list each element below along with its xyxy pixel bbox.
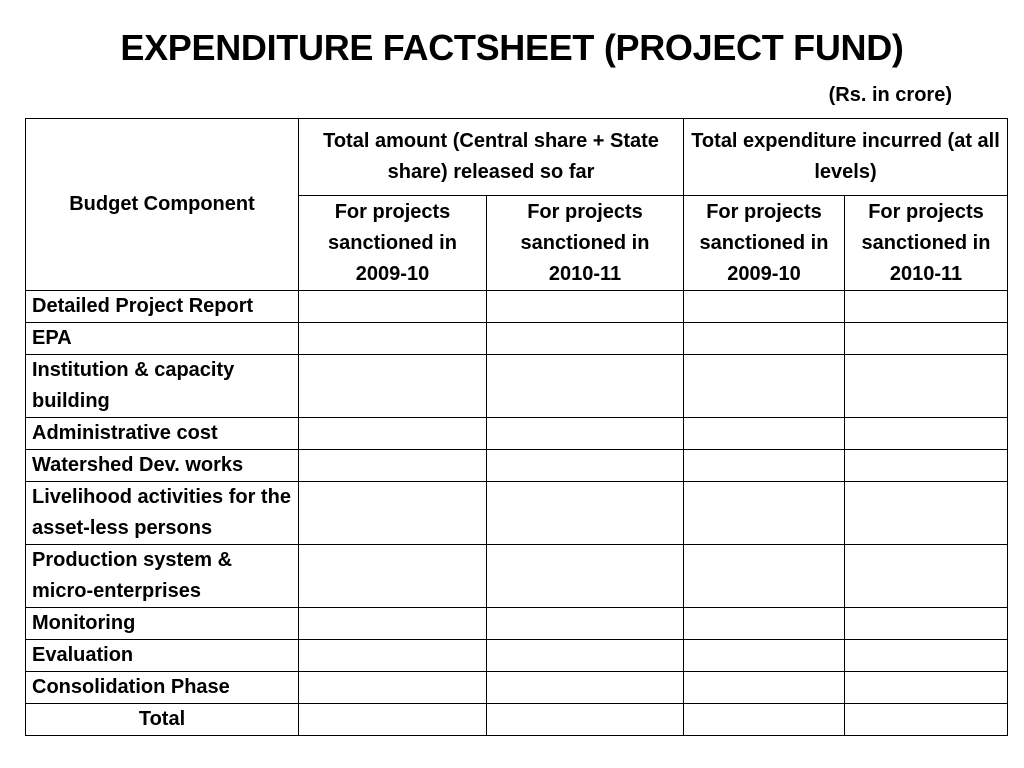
table-cell: [299, 450, 487, 482]
expenditure-table: [25, 118, 1008, 736]
table-row: [26, 545, 1008, 608]
table-cell: [487, 291, 684, 323]
table-cell: [845, 355, 1008, 418]
table-cell: [299, 482, 487, 545]
table-cell: [299, 704, 487, 736]
table-cell: [299, 640, 487, 672]
table-cell: [299, 418, 487, 450]
row-label: Monitoring: [26, 608, 299, 640]
row-label: Production system & micro-enterprises: [26, 545, 299, 608]
released-2009-10-header: For projects sanctioned in 2009-10: [299, 196, 487, 291]
table-row: [26, 291, 1008, 323]
table-row: [26, 418, 1008, 450]
table-cell: [487, 608, 684, 640]
total-label: Total: [26, 704, 299, 736]
unit-note: (Rs. in crore): [828, 84, 952, 106]
total-row: [26, 704, 1008, 736]
table-cell: [487, 704, 684, 736]
table-row: [26, 450, 1008, 482]
row-label: Detailed Project Report: [26, 291, 299, 323]
table-row: [26, 482, 1008, 545]
table-cell: [487, 450, 684, 482]
table-cell: [845, 608, 1008, 640]
table-cell: [299, 355, 487, 418]
table-cell: [845, 704, 1008, 736]
table-cell: [845, 418, 1008, 450]
row-label: Livelihood activities for the asset-less persons: [26, 482, 299, 545]
table-row: [26, 355, 1008, 418]
released-amount-header: Total amount (Central share + State share) released so far: [299, 119, 684, 196]
table-cell: [487, 323, 684, 355]
table-cell: [487, 418, 684, 450]
table-cell: [487, 672, 684, 704]
table-cell: [684, 608, 845, 640]
table-cell: [487, 482, 684, 545]
table-cell: [684, 450, 845, 482]
table-cell: [299, 323, 487, 355]
table-cell: [684, 482, 845, 545]
expenditure-2009-10-header: For projects sanctioned in 2009-10: [684, 196, 845, 291]
table-cell: [684, 545, 845, 608]
released-2010-11-header: For projects sanctioned in 2010-11: [487, 196, 684, 291]
table-row: [26, 640, 1008, 672]
row-label: Institution & capacity building: [26, 355, 299, 418]
table-cell: [487, 545, 684, 608]
table-cell: [684, 355, 845, 418]
table-row: [26, 323, 1008, 355]
row-label: Administrative cost: [26, 418, 299, 450]
table-cell: [845, 323, 1008, 355]
table-cell: [684, 418, 845, 450]
budget-component-header: Budget Component: [26, 119, 299, 291]
row-label: Consolidation Phase: [26, 672, 299, 704]
table-cell: [845, 545, 1008, 608]
table-cell: [684, 672, 845, 704]
table-cell: [845, 482, 1008, 545]
table-row: [26, 672, 1008, 704]
expenditure-2010-11-header: For projects sanctioned in 2010-11: [845, 196, 1008, 291]
table-cell: [684, 704, 845, 736]
table-cell: [845, 450, 1008, 482]
page-title: EXPENDITURE FACTSHEET (PROJECT FUND): [120, 27, 904, 68]
table-cell: [299, 608, 487, 640]
table-cell: [845, 291, 1008, 323]
table-cell: [299, 291, 487, 323]
table-cell: [845, 640, 1008, 672]
table-cell: [487, 640, 684, 672]
table-cell: [845, 672, 1008, 704]
row-label: EPA: [26, 323, 299, 355]
row-label: Evaluation: [26, 640, 299, 672]
row-label: Watershed Dev. works: [26, 450, 299, 482]
table-cell: [684, 291, 845, 323]
expenditure-incurred-header: Total expenditure incurred (at all levels): [684, 119, 1008, 196]
table-cell: [487, 355, 684, 418]
table-cell: [684, 323, 845, 355]
table-cell: [299, 672, 487, 704]
table-cell: [299, 545, 487, 608]
table-row: [26, 608, 1008, 640]
table-cell: [684, 640, 845, 672]
